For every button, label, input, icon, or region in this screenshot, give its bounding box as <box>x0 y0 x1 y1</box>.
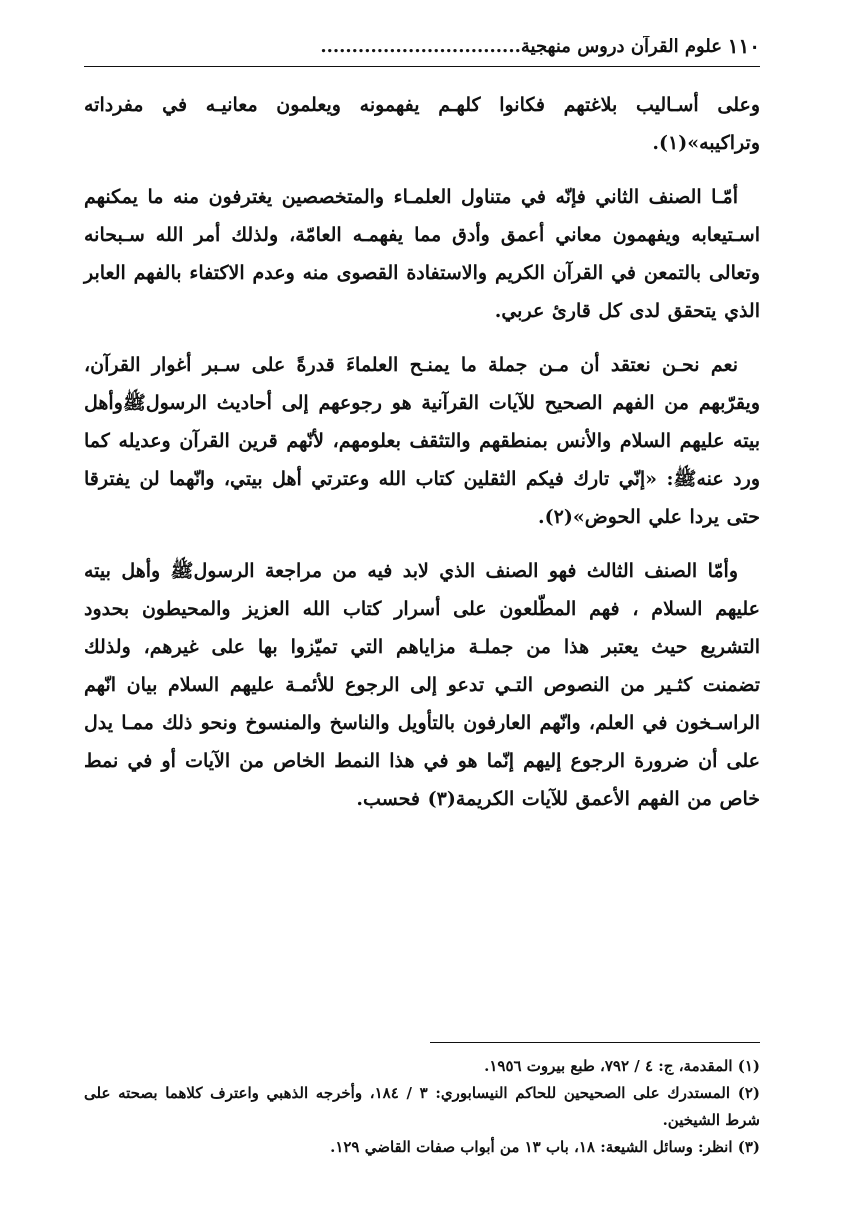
footnote-1: (١) المقدمة، ج: ٤ / ٧٩٢، طبع بيروت ١٩٥٦. <box>484 1057 760 1075</box>
footnote-3: (٣) انظر: وسائل الشيعة: ١٨، باب ١٣ من أبواب صفات القاضي ١٢٩. <box>330 1138 760 1156</box>
page-header <box>84 34 760 67</box>
page-number: ١١٠ <box>727 34 760 58</box>
paragraph-1: وعلى أسـاليب بلاغتهم فكانوا كلهـم يفهمونه ويعلمون معانيـه في مفرداته وتراكيبه»(١). <box>84 94 760 154</box>
footnote-2: (٢) المستدرك على الصحيحين للحاكم النيسابوري: ٣ / ١٨٤، وأخرجه الذهبي واعترف كلاهما بصحته على شرط الشيخين. <box>84 1084 760 1129</box>
footnote-divider <box>430 1042 760 1043</box>
running-title-text: علوم القرآن دروس منهجية <box>520 36 722 57</box>
paragraph-3: نعم نحـن نعتقد أن مـن جملة ما يمنـح العلماءَ قدرةً على سـبر أغوار القرآن، ويقرّبهم من الفهم الصحيح للآيات القرآنية هو رجوعهم إلى أحاديث الرسولﷺوأهل بيته عليهم السلام والأنس بمنطقهم والتثقف بعلومهم، لأنّهم قرين القرآن وعديله كما ورد عنهﷺ: «إنّي تارك فيكم الثقلين كتاب الله وعترتي أهل بيتي، وانّهما لن يفترقا حتى يردا علي الحوض»(٢). <box>84 354 760 528</box>
paragraph-2: أمّـا الصنف الثاني فإنّه في متناول العلمـاء والمتخصصين يغترفون منه ما يمكنهم اسـتيعابه ويفهمون معاني أعمق وأدق مما يفهمـه العامّة، ولذلك أمر الله سـبحانه وتعالى بالتمعن في القرآن الكريم والاستفادة القصوى منه وعدم الاكتفاء بالفهم العابر الذي يتحقق لدى كل قارئ عربي. <box>84 186 760 322</box>
main-text <box>84 86 760 986</box>
footnotes <box>84 1042 760 1212</box>
running-title: علوم القرآن دروس منهجية................................ <box>320 36 722 57</box>
paragraph-4: وأمّا الصنف الثالث فهو الصنف الذي لابد فيه من مراجعة الرسولﷺ وأهل بيته عليهم السلام ، فهم المطّلعون على أسرار كتاب الله العزيز والمحيطون بحدود التشريع حيث يعتبر هذا من جملـة مزاياهم التي تميّزوا بها على غيرهم، ولذلك تضمنت كثـير من النصوص التـي تدعو إلى الرجوع للأئمـة عليهم السلام بيان انّهم الراسـخون في العلم، وانّهم العارفون بالتأويل والناسخ والمنسوخ ونحو ذلك ممـا يدل على أن ضرورة الرجوع إليهم إنّما هو في هذا النمط الخاص من الآيات أو في نمط خاص من الفهم الأعمق للآيات الكريمة(٣) فحسب. <box>84 560 760 810</box>
